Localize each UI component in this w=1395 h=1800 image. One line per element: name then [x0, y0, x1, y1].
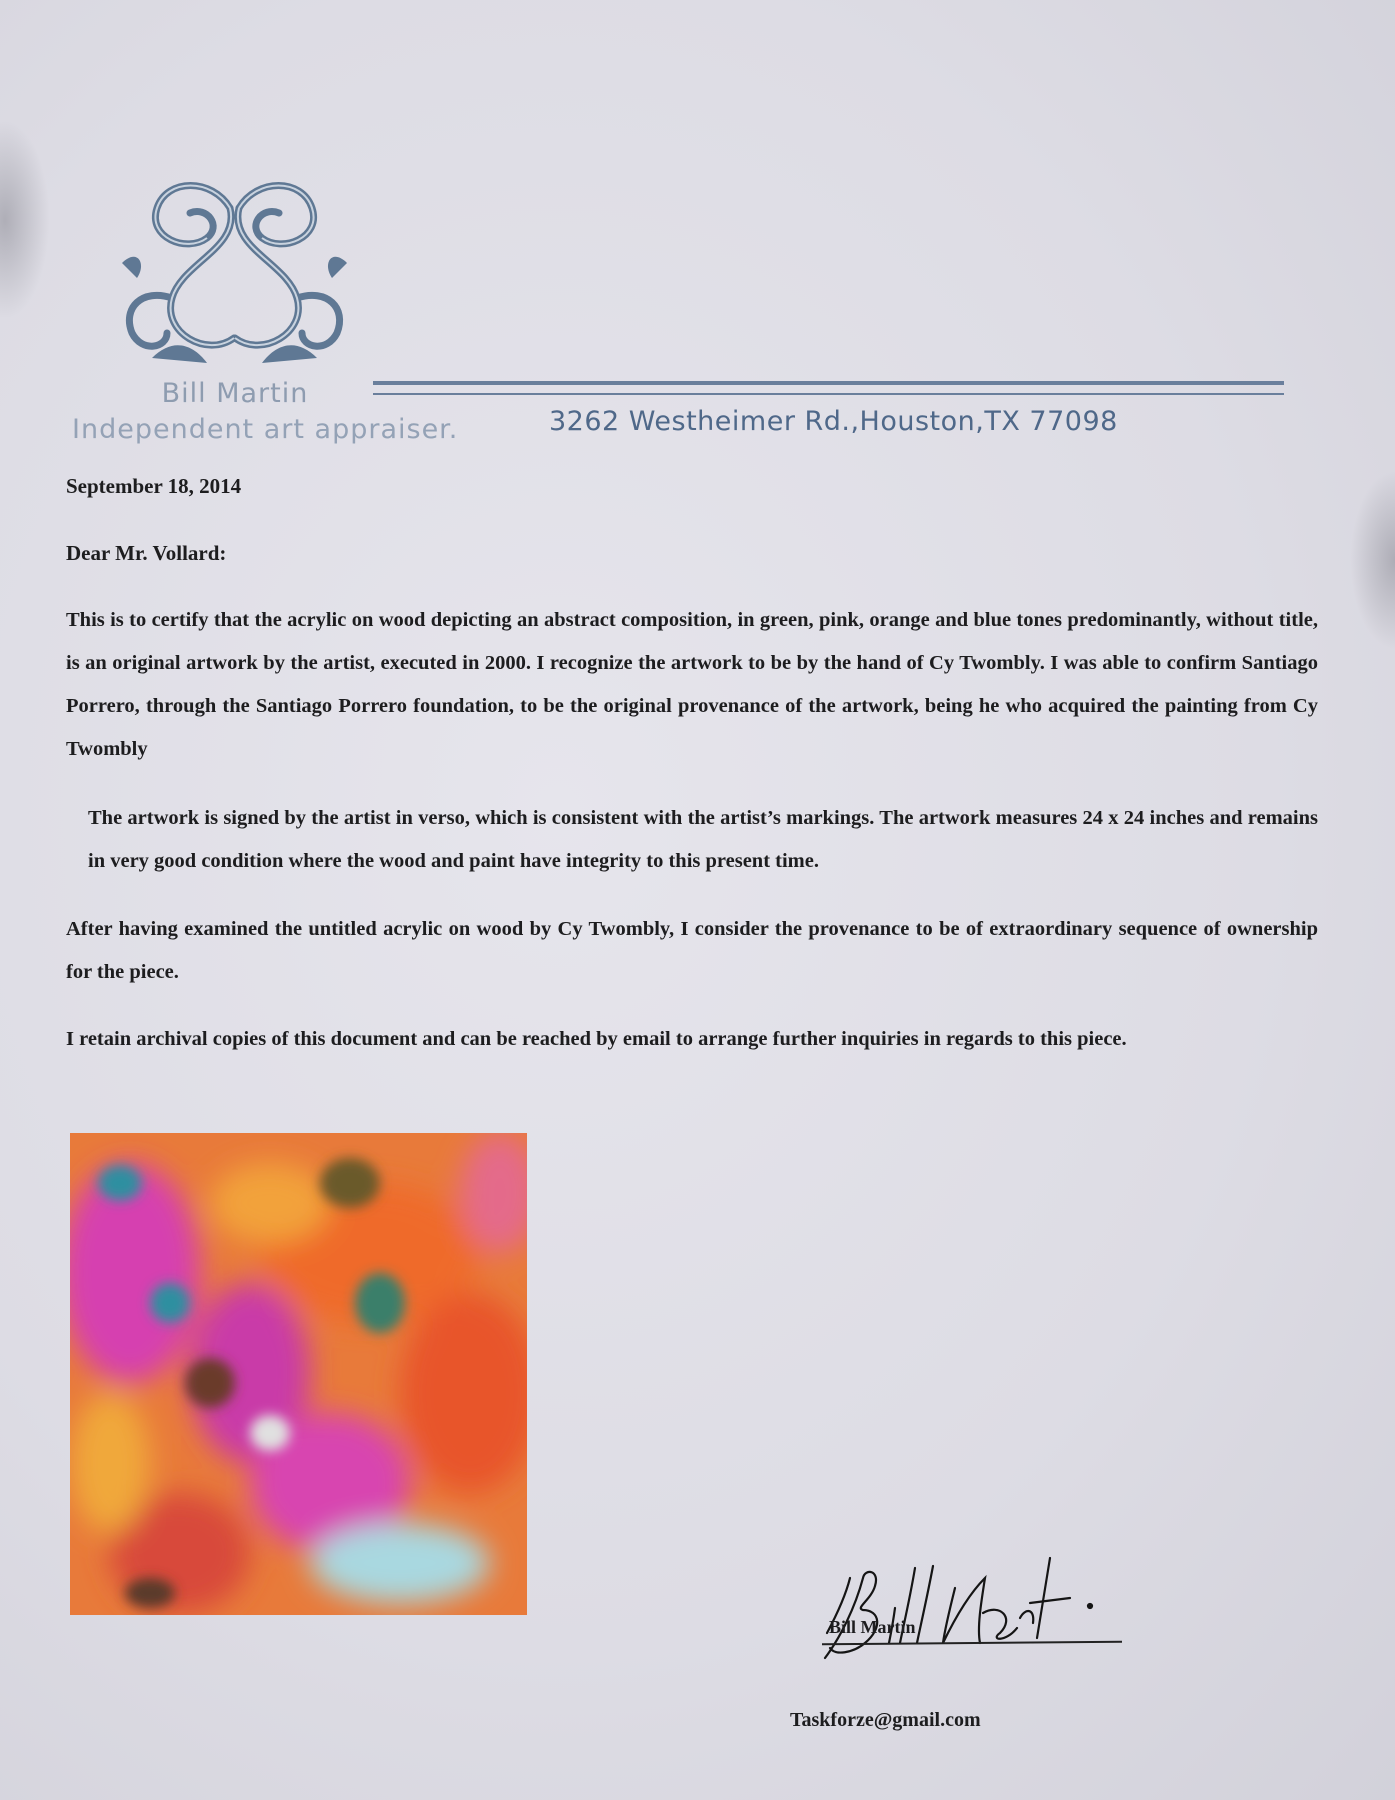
ornate-monogram-logo-icon [112, 168, 357, 373]
abstract-painting-icon [70, 1133, 527, 1615]
contact-email: Taskforze@gmail.com [790, 1709, 981, 1731]
body-paragraph: I retain archival copies of this document and can be reached by email to arrange further inquiries in regards to this piece. [66, 1028, 1127, 1050]
letterhead-address: 3262 Westheimer Rd.,Houston,TX 77098 [549, 406, 1118, 437]
artwork-photo [70, 1133, 527, 1615]
body-paragraph: After having examined the untitled acrylic on wood by Cy Twombly, I consider the provenance to be of extraordinary sequence of ownership for the piece. [66, 918, 1318, 983]
signatory-name: Bill Martin [829, 1617, 916, 1637]
letterhead-divider [373, 381, 1284, 385]
page-shadow [0, 120, 50, 320]
letterhead-divider [373, 393, 1284, 395]
page-shadow [1350, 470, 1395, 650]
body-paragraph: The artwork is signed by the artist in verso, which is consistent with the artist’s markings. The artwork measures 24 x 24 inches and remains in very good condition where the wood and paint have integrity to this present time. [88, 807, 1318, 872]
appraiser-tagline: Independent art appraiser. [72, 414, 459, 445]
body-paragraph: This is to certify that the acrylic on wood depicting an abstract composition, in green, pink, orange and blue tones predominantly, without title, is an original artwork by the artist, executed in 2000. I recognize the artwork to be by the hand of Cy Twombly. I was able to confirm Santiago Porrero, through the Santiago Porrero foundation, to be the original provenance of the artwork, being he who acquired the painting from Cy Twombly [66, 609, 1318, 760]
letter-salutation: Dear Mr. Vollard: [66, 541, 227, 565]
letter-date: September 18, 2014 [66, 474, 242, 498]
appraiser-name: Bill Martin [161, 378, 309, 409]
handwritten-signature-icon [805, 1548, 1175, 1668]
